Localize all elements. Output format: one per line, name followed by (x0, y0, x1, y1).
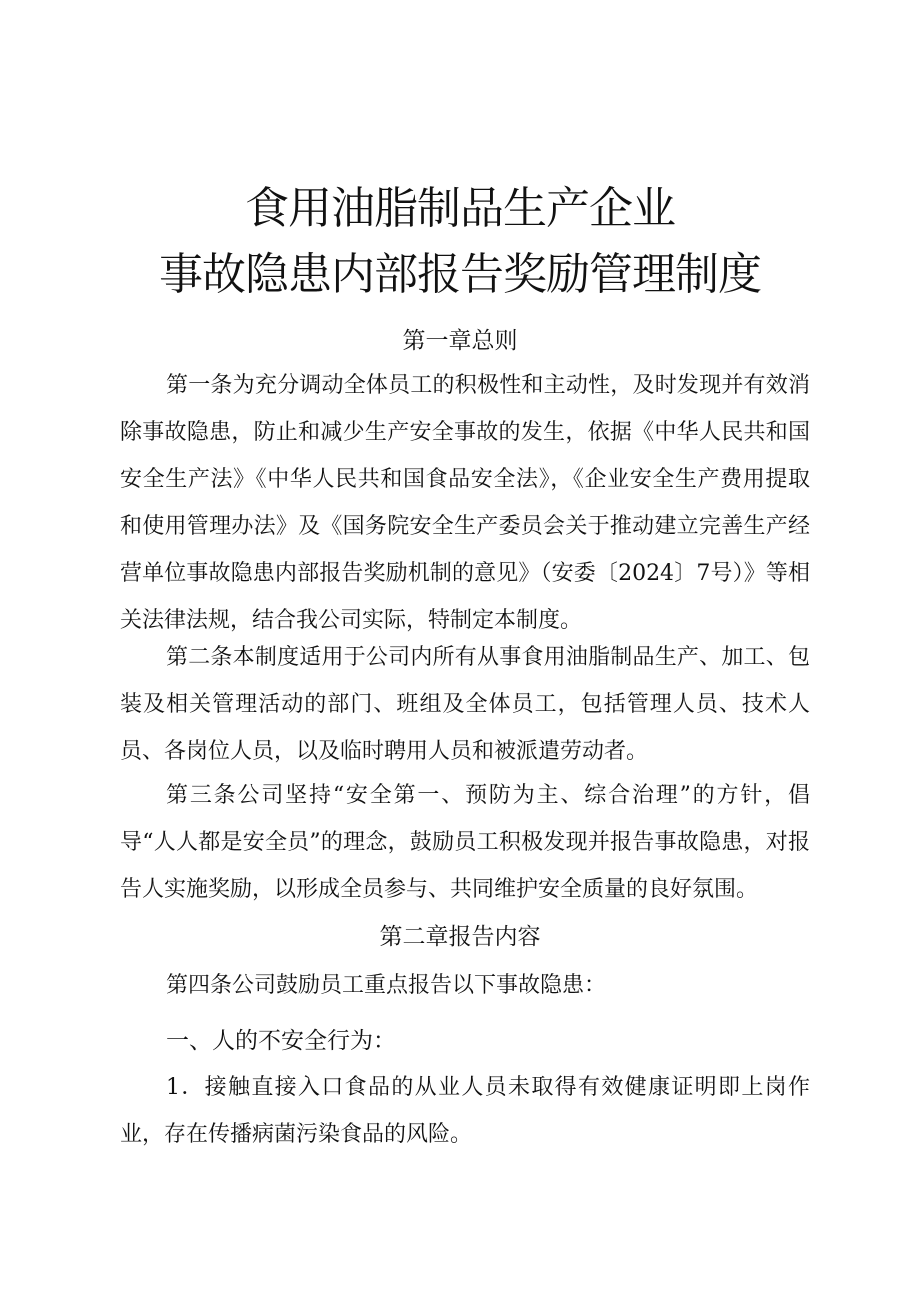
article-2-label: 第二条 (166, 645, 233, 670)
article-1-label: 第一条 (166, 373, 233, 398)
chapter-heading-1: 第一章总则 (402, 328, 518, 354)
article-1-text: 为充分调动全体员工的积极性和主动性，及时发现并有效消除事故隐患，防止和减少生产安全事故的发生，依据《中华人民共和国安全生产法》《中华人民共和国食品安全法》，《企业安全生产费用提取和使用管理办法》及《国务院安全生产委员会关于推动建立完善生产经营单位事故隐患内部报告奖励机制的意见》（安委〔2024〕7号）》等相关法律法规，结合我公司实际，特制定本制度。 (120, 373, 810, 633)
article-4 (120, 962, 810, 1009)
chapter-heading-2: 第二章报告内容 (379, 924, 541, 950)
article-2-text: 本制度适用于公司内所有从事食用油脂制品生产、加工、包装及相关管理活动的部门、班组及全体员工，包括管理人员、技术人员、各岗位人员，以及临时聘用人员和被派遣劳动者。 (120, 645, 810, 764)
document-title-line2: 事故隐患内部报告奖励管理制度 (159, 249, 761, 300)
list-item-1: 1．接触直接入口食品的从业人员未取得有效健康证明即上岗作业，存在传播病菌污染食品的风险。 (120, 1075, 810, 1147)
article-3-label: 第三条 (166, 783, 238, 808)
article-1 (120, 362, 810, 644)
document-title-line1: 食用油脂制品生产企业 (245, 183, 675, 234)
article-3-text: 公司坚持“安全第一、预防为主、综合治理”的方针，倡导“人人都是安全员”的理念，鼓励员工积极发现并报告事故隐患，对报告人实施奖励，以形成全员参与、共同维护安全质量的良好氛围。 (120, 783, 810, 902)
article-4-text: 公司鼓励员工重点报告以下事故隐患： (232, 973, 607, 998)
article-4-label: 第四条 (166, 973, 233, 998)
article-2 (120, 634, 810, 775)
article-3 (120, 772, 810, 913)
section-heading-1: 一、人的不安全行为： (166, 1028, 396, 1054)
